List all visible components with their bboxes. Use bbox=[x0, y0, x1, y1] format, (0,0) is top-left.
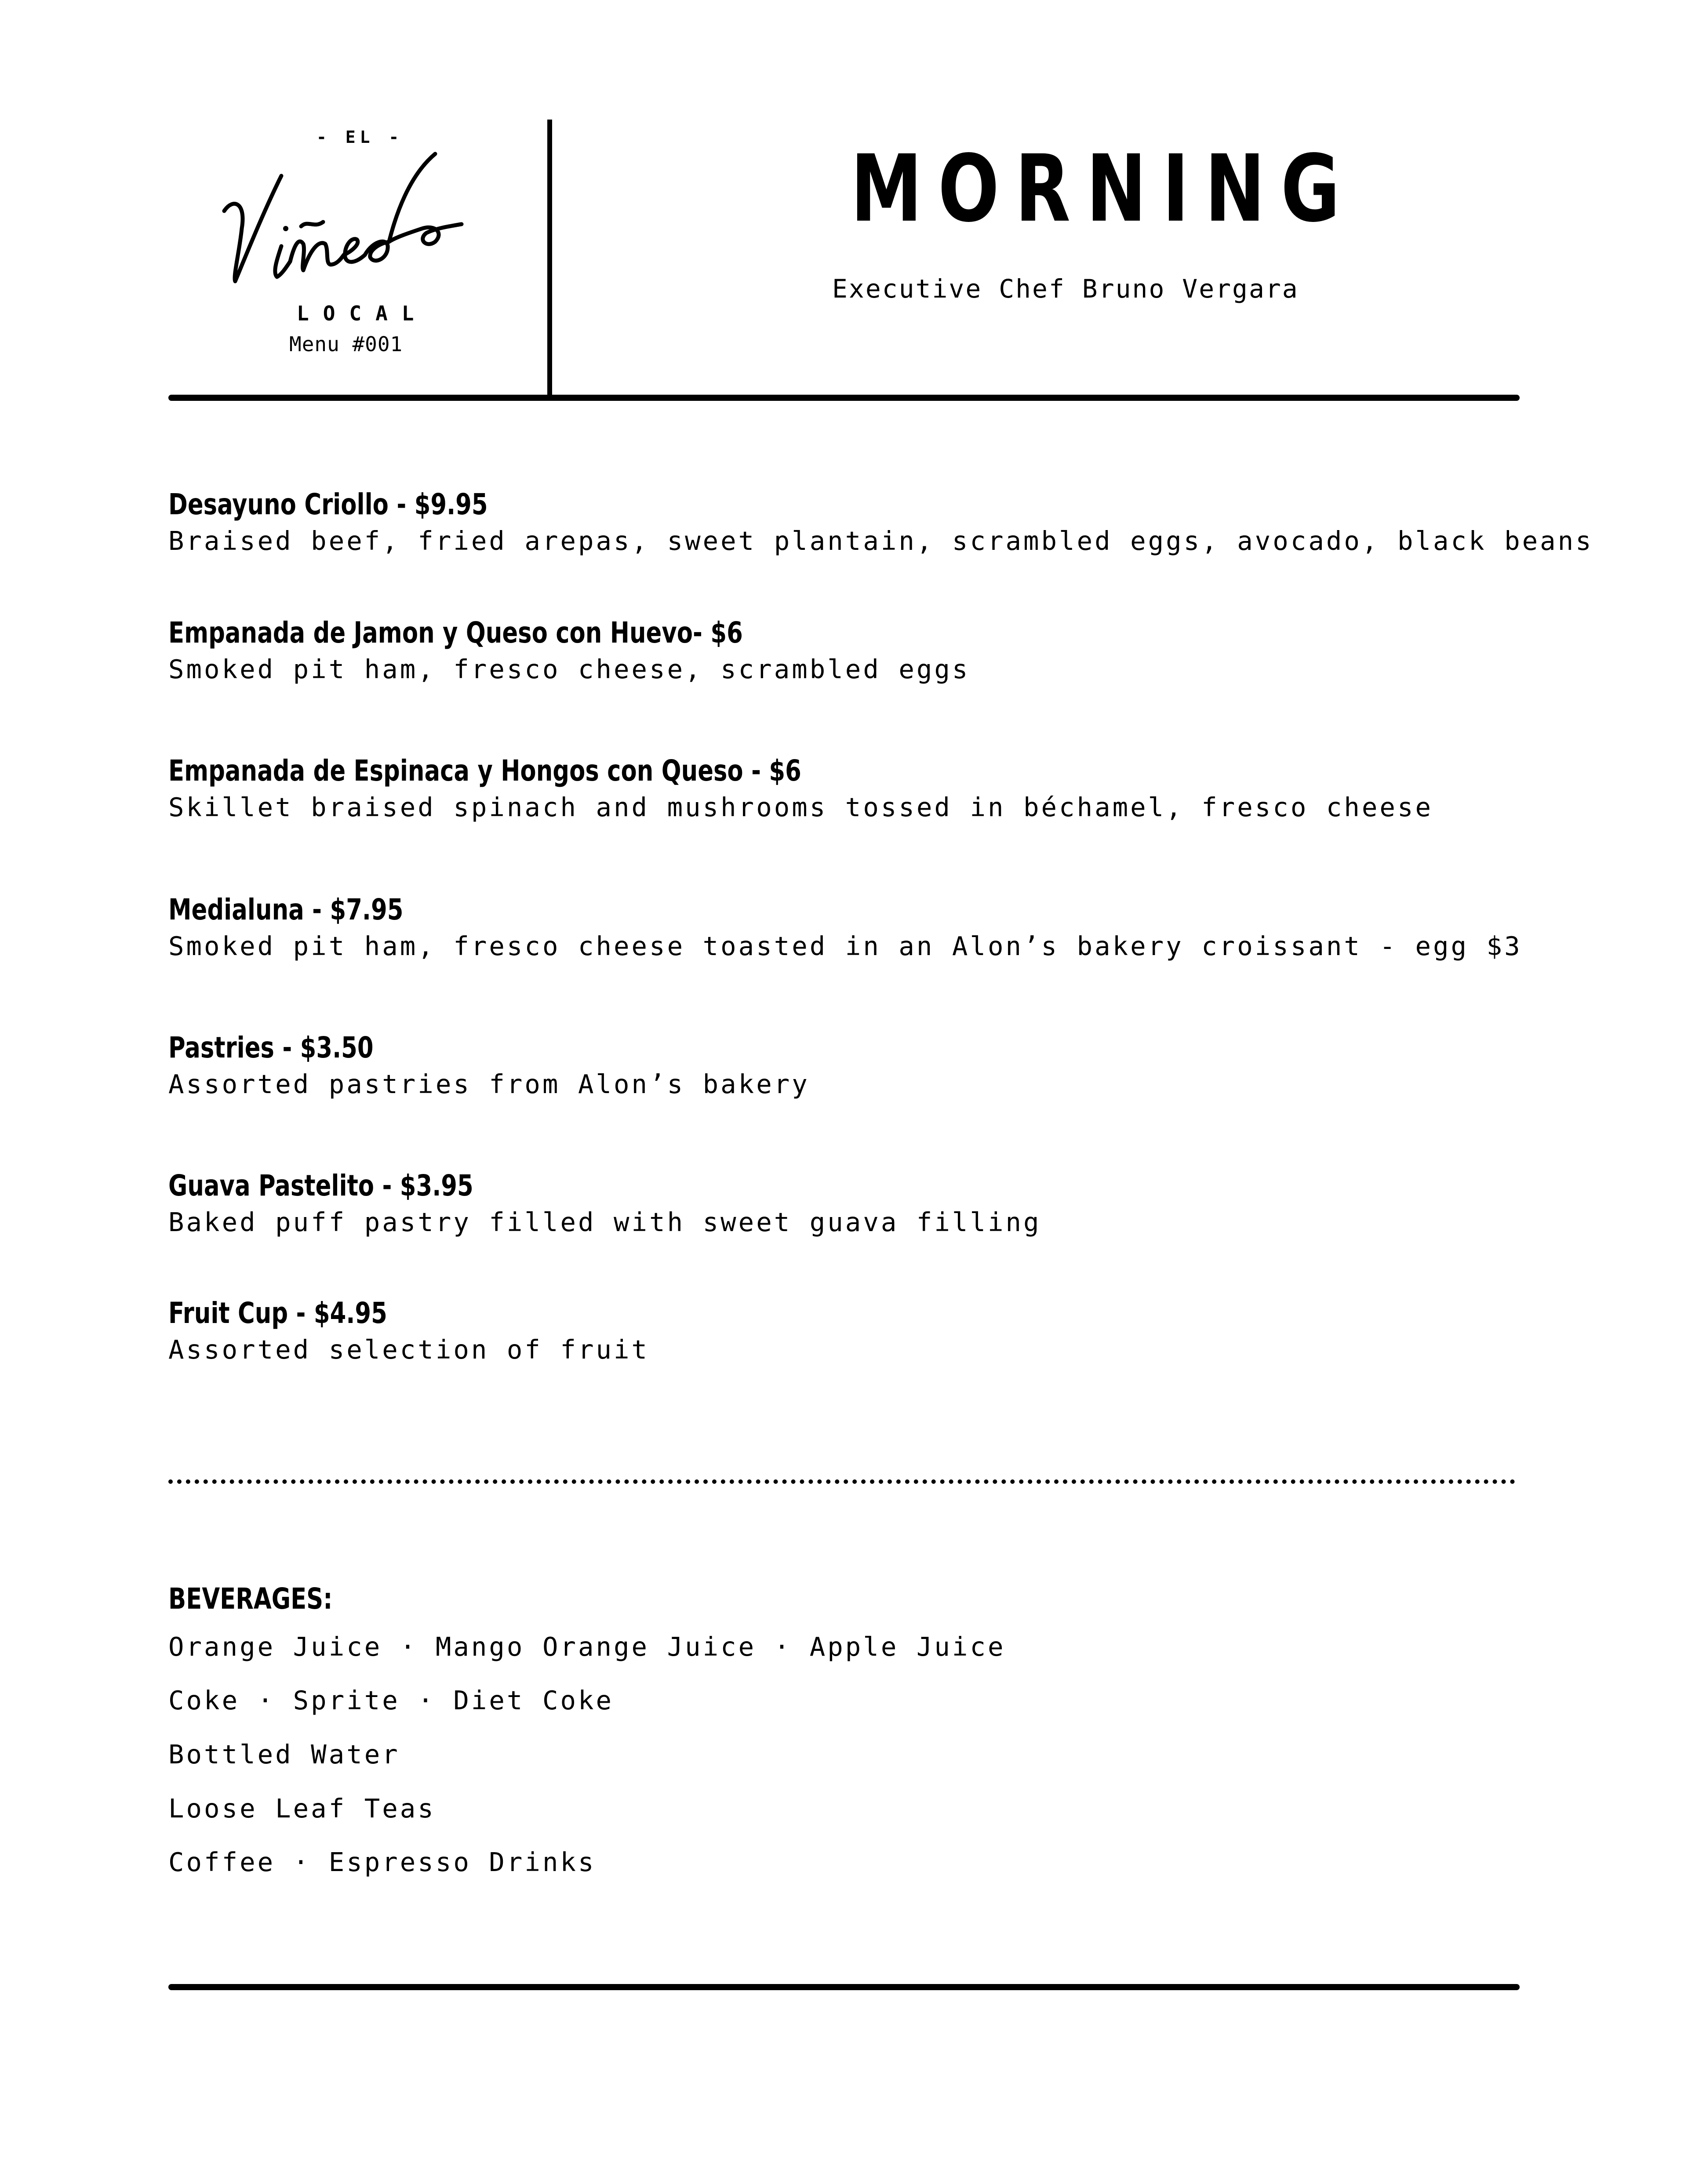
menu-item bbox=[168, 487, 1593, 558]
menu-item bbox=[168, 615, 970, 687]
menu-item bbox=[168, 1296, 649, 1367]
menu-number: Menu #001 bbox=[289, 332, 403, 356]
page-title: MORNING bbox=[851, 135, 1356, 243]
menu-item bbox=[168, 753, 1433, 825]
menu-item-name: Desayuno Criollo - $9.95 bbox=[168, 487, 488, 521]
logo-script-wordmark bbox=[215, 149, 488, 299]
footer-divider bbox=[168, 1984, 1520, 1990]
menu-item-description: Baked puff pastry filled with sweet guava filling bbox=[168, 1207, 1041, 1237]
header-vertical-divider bbox=[547, 120, 552, 397]
menu-item-description: Skillet braised spinach and mushrooms tossed in béchamel, fresco cheese bbox=[168, 792, 1433, 822]
beverage-line: Loose Leaf Teas bbox=[168, 1793, 436, 1824]
chef-credit: Executive Chef Bruno Vergara bbox=[832, 274, 1299, 304]
menu-item-name: Guava Pastelito - $3.95 bbox=[168, 1169, 473, 1203]
menu-item-description: Assorted pastries from Alon’s bakery bbox=[168, 1069, 810, 1099]
menu-item-description: Assorted selection of fruit bbox=[168, 1334, 650, 1365]
menu-item-name: Empanada de Jamon y Queso con Huevo- $6 bbox=[168, 616, 743, 650]
menu-item-description: Smoked pit ham, fresco cheese, scrambled eggs bbox=[168, 654, 970, 684]
beverage-line: Coffee · Espresso Drinks bbox=[168, 1847, 596, 1877]
menu-item-name: Pastries - $3.50 bbox=[168, 1031, 374, 1065]
menu-item bbox=[168, 1168, 1041, 1239]
menu-item-description: Smoked pit ham, fresco cheese toasted in an Alon’s bakery croissant - egg $3 bbox=[168, 931, 1522, 961]
beverage-line: Bottled Water bbox=[168, 1739, 400, 1770]
beverage-line: Orange Juice · Mango Orange Juice · Apple Juice bbox=[168, 1632, 1006, 1662]
menu-item-name: Medialuna - $7.95 bbox=[168, 893, 404, 927]
menu-item-description: Braised beef, fried arepas, sweet plantain, scrambled eggs, avocado, black beans bbox=[168, 526, 1593, 556]
section-dotted-divider bbox=[168, 1479, 1515, 1484]
restaurant-logo bbox=[215, 119, 488, 365]
logo-suffix: LOCAL bbox=[297, 302, 428, 325]
beverage-line: Coke · Sprite · Diet Coke bbox=[168, 1685, 614, 1715]
beverages-heading: BEVERAGES: bbox=[168, 1582, 333, 1616]
menu-item-name: Fruit Cup - $4.95 bbox=[168, 1296, 387, 1330]
menu-item-name: Empanada de Espinaca y Hongos con Queso - $6 bbox=[168, 754, 801, 788]
header-divider bbox=[168, 395, 1520, 401]
logo-prefix: - EL - bbox=[316, 127, 404, 147]
menu-item bbox=[168, 1030, 810, 1101]
menu-item bbox=[168, 892, 1522, 963]
